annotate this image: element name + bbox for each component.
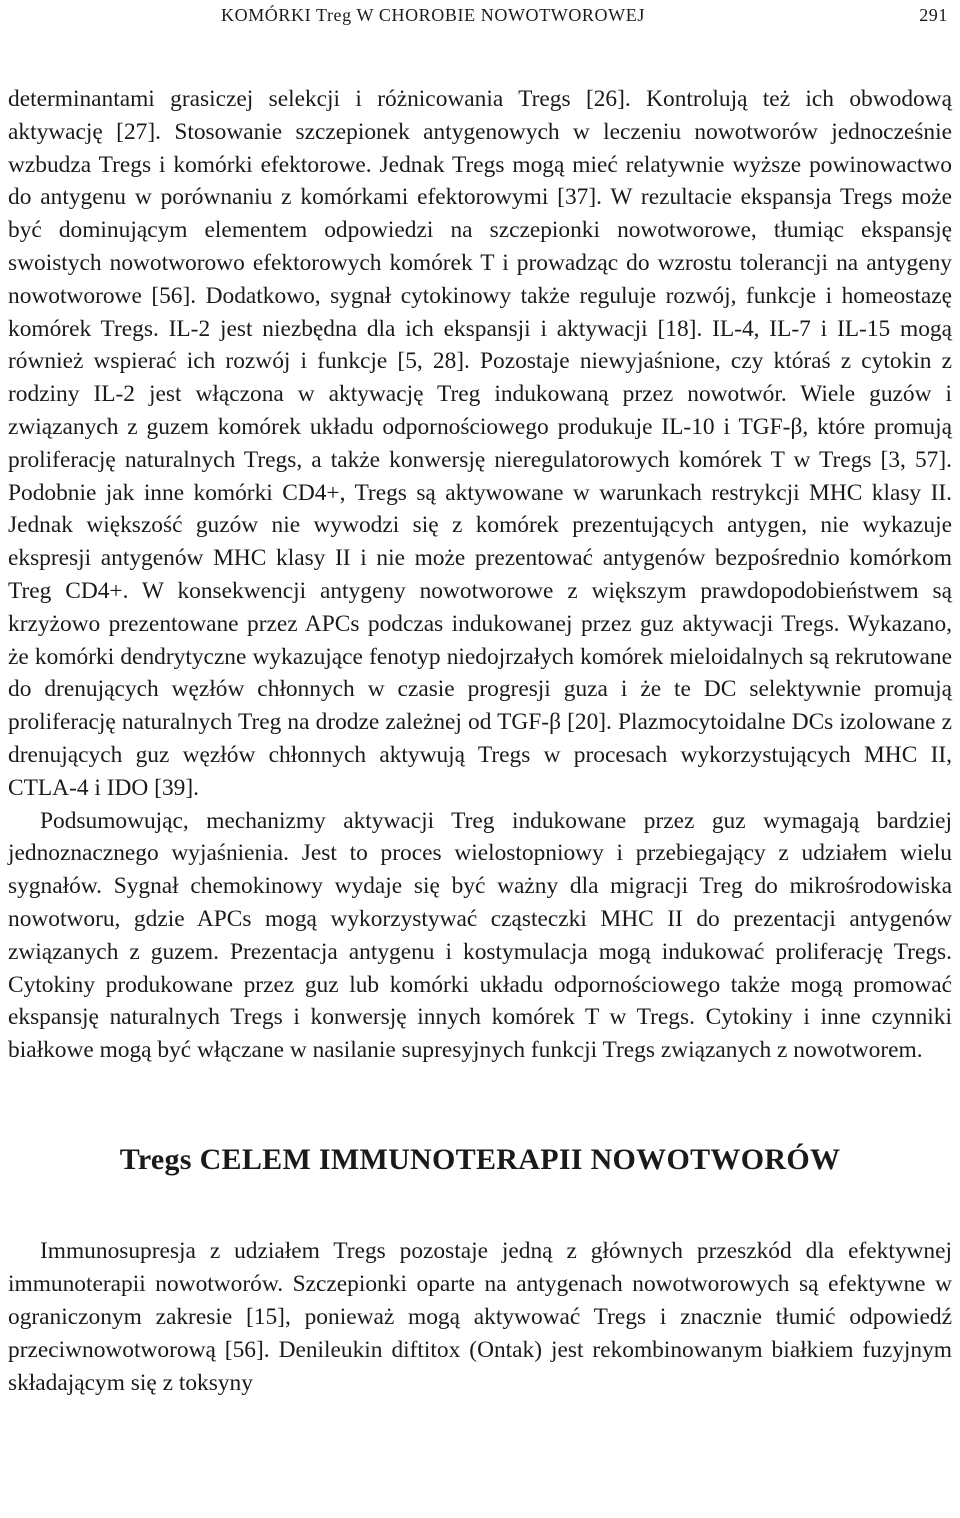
main-text	[8, 83, 952, 1067]
document-page	[8, 0, 952, 1400]
section-heading: Tregs CELEM IMMUNOTERAPII NOWOTWORÓW	[119, 1142, 841, 1176]
section-text	[8, 1235, 952, 1400]
body-paragraph-2: Podsumowując, mechanizmy aktywacji Treg indukowane przez guz wymagają bardziej jednoznacznego wyjaśnienia. Jest to proces wielostopniowy i przebiegający z udziałem wielu sygnałów. Sygnał chemokinowy wydaje się być ważny dla migracji Treg do mikrośrodowiska nowotworu, gdzie APCs mogą wykorzystywać cząsteczki MHC II do prezentacji antygenów związanych z guzem. Prezentacja antygenu i kostymulacja mogą indukować proliferację Tregs. Cytokiny produkowane przez guz lub komórki układu odpornościowego także mogą promować ekspansję naturalnych Tregs i konwersję innych komórek T w Tregs. Cytokiny i inne czynniki białkowe mogą być włączane w nasilanie supresyjnych funkcji Tregs związanych z nowotworem.	[8, 807, 952, 1064]
section-paragraph-1: Immunosupresja z udziałem Tregs pozostaje jedną z głównych przeszkód dla efektywnej immunoterapii nowotworów. Szczepionki oparte na antygenach nowotworowych są efektywne w ograniczonym zakresie [15], ponieważ mogą aktywować Tregs i znacznie tłumić odpowiedź przeciwnowotworową [56]. Denileukin diftitox (Ontak) jest rekombinowanym białkiem fuzyjnym składającym się z toksyny	[8, 1237, 952, 1396]
running-title: KOMÓRKI Treg W CHOROBIE NOWOTWOROWEJ	[221, 5, 645, 25]
page-number: 291	[919, 5, 948, 25]
body-paragraph-1: determinantami grasiczej selekcji i różnicowania Tregs [26]. Kontrolują też ich obwodową aktywację [27]. Stosowanie szczepionek antygenowych w leczeniu nowotworów jednocześnie wzbudza Tregs i komórki efektorowe. Jednak Tregs mogą mieć relatywnie wyższe powinowactwo do antygenu w porównaniu z komórkami efektorowymi [37]. W rezultacie ekspansja Tregs może być dominującym elementem odpowiedzi na szczepionki nowotworowe, tłumiąc ekspansję swoistych nowotworowo efektorowych komórek T i prowadząc do wzrostu tolerancji na antygeny nowotworowe [56]. Dodatkowo, sygnał cytokinowy także reguluje rozwój, funkcje i homeostazę komórek Tregs. IL-2 jest niezbędna dla ich ekspansji i aktywacji [18]. IL-4, IL-7 i IL-15 mogą również wspierać ich rozwój i funkcje [5, 28]. Pozostaje niewyjaśnione, czy któraś z cytokin z rodziny IL-2 jest włączona w aktywację Treg indukowaną przez nowotwór. Wiele guzów i związanych z guzem komórek układu odpornościowego produkuje IL-10 i TGF-β, które promują proliferację naturalnych Tregs, a także konwersję nieregulatorowych komórek T w Tregs [3, 57]. Podobnie jak inne komórki CD4+, Tregs są aktywowane w warunkach restrykcji MHC klasy II. Jednak większość guzów nie wywodzi się z komórek prezentujących antygen, nie wykazuje ekspresji antygenów MHC klasy II i nie może prezentować antygenów bezpośrednio komórkom Treg CD4+. W konsekwencji antygeny nowotworowe z większym prawdopodobieństwem są krzyżowo prezentowane przez APCs podczas indukowanej przez guz aktywacji Tregs. Wykazano, że komórki dendrytyczne wykazujące fenotyp niedojrzałych komórek mieloidalnych są rekrutowane do drenujących węzłów chłonnych w czasie progresji guza i że te DC selektywnie promują proliferację naturalnych Treg na drodze zależnej od TGF-β [20]. Plazmocytoidalne DCs izolowane z drenujących guz węzłów chłonnych aktywują Tregs w procesach wykorzystujących MHC II, CTLA-4 i IDO [39].	[8, 86, 952, 801]
running-header	[8, 5, 952, 45]
